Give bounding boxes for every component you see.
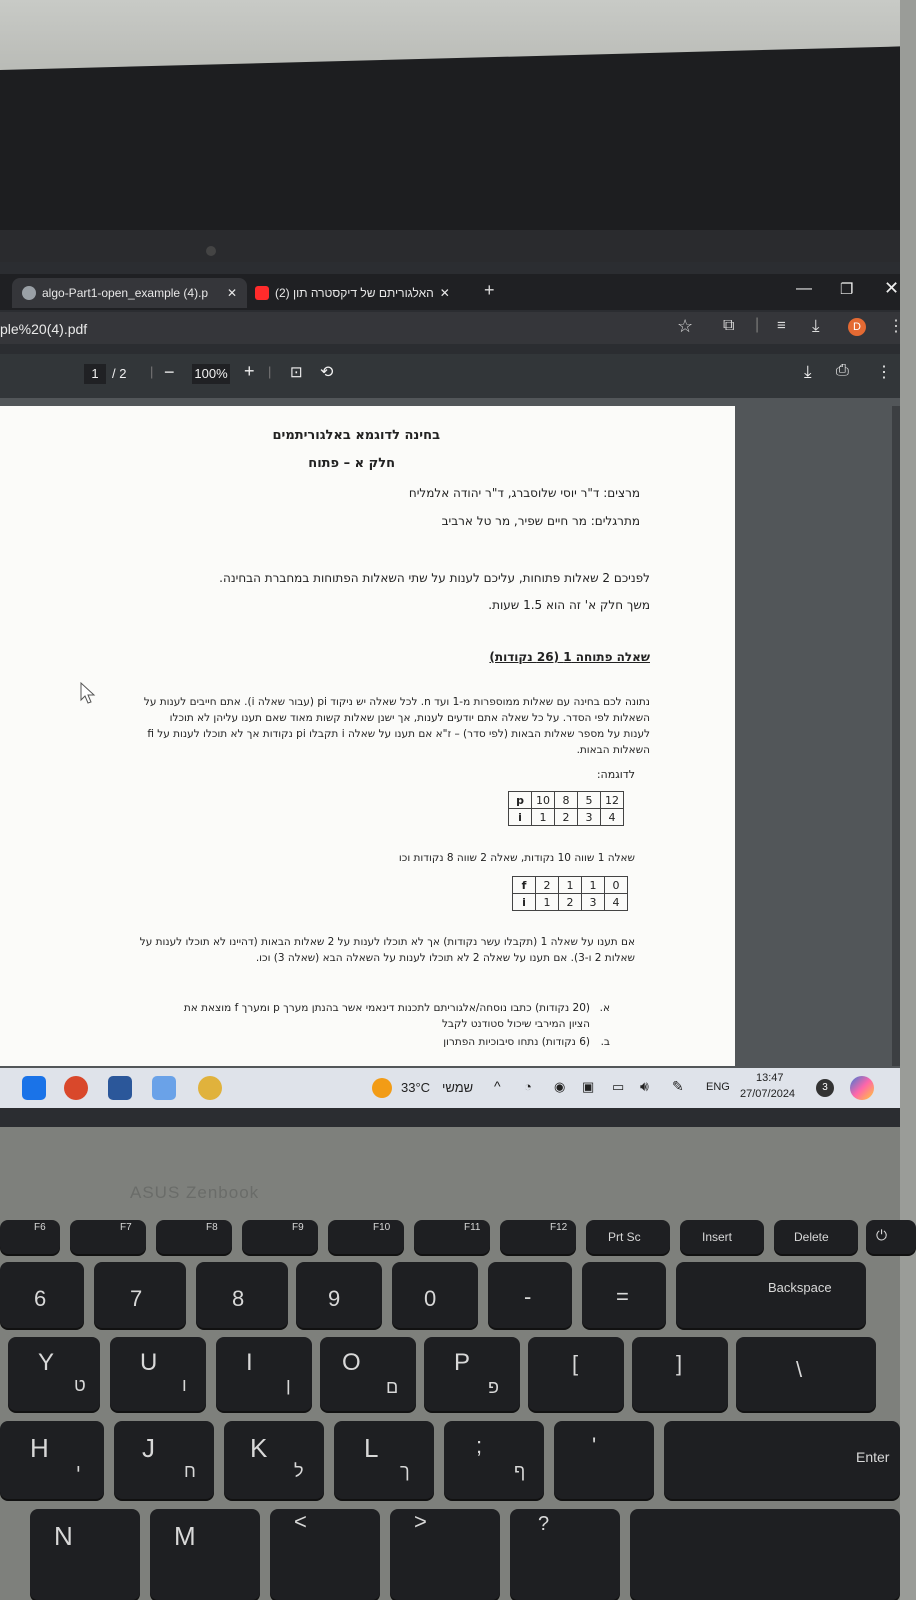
zoom-out-icon[interactable]: − bbox=[164, 362, 175, 382]
close-icon[interactable]: ✕ bbox=[226, 286, 237, 300]
divider: | bbox=[755, 316, 760, 333]
table-cell: 3 bbox=[578, 809, 601, 826]
battery-icon[interactable]: ▭ bbox=[612, 1079, 625, 1094]
tray-chevron-icon[interactable]: ^ bbox=[494, 1078, 501, 1094]
fit-page-icon[interactable]: ⊡ bbox=[290, 364, 303, 381]
table-p bbox=[508, 791, 624, 826]
item-a-line-2: הציון המירבי שיכול סטודנט לקבל bbox=[441, 1018, 590, 1030]
q1-paragraph-2: השאלות לפי הסדר. על כל שאלה אתם יודעים לענות, אך ישנן שאלות קשות מאוד שאם תענו עליהן לא תוכלו bbox=[169, 712, 650, 724]
key-f6[interactable]: F6 bbox=[0, 1220, 60, 1254]
taskbar bbox=[0, 1068, 900, 1108]
word-icon[interactable] bbox=[108, 1076, 132, 1100]
item-b-marker: ב. bbox=[600, 1036, 610, 1048]
playlist-icon[interactable]: ≡ bbox=[777, 317, 786, 334]
table-cell: 2 bbox=[536, 877, 559, 894]
table-cell: 1 bbox=[559, 877, 582, 894]
divider: | bbox=[268, 364, 272, 379]
key-minus[interactable]: - bbox=[488, 1262, 572, 1328]
notification-badge[interactable]: 3 bbox=[816, 1079, 834, 1097]
key-o[interactable]: O ם bbox=[320, 1337, 416, 1411]
brand-label: ASUS Zenbook bbox=[130, 1183, 260, 1202]
key-y[interactable]: Y ט bbox=[8, 1337, 100, 1411]
table-f bbox=[512, 876, 628, 911]
star-icon[interactable]: ☆ bbox=[677, 316, 694, 336]
page-total: / 2 bbox=[112, 366, 127, 381]
url-field[interactable]: ple%20(4).pdf bbox=[0, 321, 88, 337]
key-h[interactable]: H י bbox=[0, 1421, 104, 1499]
weather-label: שמשי bbox=[442, 1080, 474, 1095]
if-text-1: אם תענו על שאלה 1 (תקבלו עשר נקודות) אך לא תוכלו לענות על 2 שאלות הבאות (דהיינו לא תוכלו לענות על bbox=[139, 936, 635, 948]
table-f-label: f bbox=[513, 877, 536, 894]
table-cell: 0 bbox=[605, 877, 628, 894]
if-text-2: שאלות 2 ו-3). אם תענו על שאלה 2 לא תוכלו לענות על השאלה הבא (שאלה 3) וכו. bbox=[255, 952, 635, 964]
key-semicolon[interactable]: ; ף bbox=[444, 1421, 544, 1499]
copilot-icon[interactable] bbox=[850, 1076, 874, 1100]
key-power[interactable] bbox=[866, 1220, 916, 1254]
weather-temp: 33°C bbox=[401, 1080, 431, 1095]
mouse-cursor-icon bbox=[80, 682, 96, 704]
key-i[interactable]: I ן bbox=[216, 1337, 312, 1411]
key-9[interactable]: 9 bbox=[296, 1262, 382, 1328]
key-7[interactable]: 7 bbox=[94, 1262, 186, 1328]
key-prtsc[interactable]: Prt Sc bbox=[586, 1220, 670, 1254]
table-cell: 1 bbox=[532, 809, 555, 826]
pdf-toolbar bbox=[0, 354, 900, 398]
table-cell: 4 bbox=[605, 894, 628, 911]
scrollbar[interactable] bbox=[892, 406, 900, 1066]
restore-icon[interactable]: ❐ bbox=[840, 281, 854, 298]
tab-bar bbox=[0, 274, 900, 310]
key-slash[interactable]: ? bbox=[510, 1509, 620, 1600]
key-f12[interactable]: F12 bbox=[500, 1220, 576, 1254]
doc-subtitle: חלק א – פתוח bbox=[308, 456, 395, 471]
q1-paragraph-4: השאלות הבאות. bbox=[576, 744, 650, 756]
tab-youtube-label: (2) האלגוריתם של דיקסטרה תון bbox=[275, 286, 434, 300]
key-equals[interactable]: = bbox=[582, 1262, 666, 1328]
rotate-icon[interactable]: ⟲ bbox=[320, 364, 334, 381]
power-icon: ⏻ bbox=[876, 1227, 888, 1243]
chrome-icon[interactable] bbox=[198, 1076, 222, 1100]
divider: | bbox=[150, 364, 154, 379]
doc-tutors: מתרגלים: מר חיים שפיר, מר טל ארביב bbox=[441, 514, 640, 528]
volume-icon[interactable]: 🔊︎ bbox=[640, 1078, 649, 1094]
table-i-label: i bbox=[513, 894, 536, 911]
table-cell: 5 bbox=[578, 792, 601, 809]
key-enter[interactable]: Enter bbox=[664, 1421, 900, 1499]
doc-duration: משך חלק א' זה הוא 1.5 שעות. bbox=[488, 598, 650, 612]
paint-icon[interactable] bbox=[152, 1076, 176, 1100]
clock-date[interactable]: 27/07/2024 bbox=[740, 1088, 796, 1100]
key-f7[interactable]: F7 bbox=[70, 1220, 146, 1254]
table-cell: 10 bbox=[532, 792, 555, 809]
key-f9[interactable]: F9 bbox=[242, 1220, 318, 1254]
mail-icon[interactable] bbox=[22, 1076, 46, 1100]
profile-avatar[interactable]: D bbox=[848, 318, 866, 336]
minimize-icon[interactable]: — bbox=[796, 280, 812, 297]
table-cell: 2 bbox=[559, 894, 582, 911]
doc-title: בחינה לדוגמא באלגוריתמים bbox=[272, 428, 440, 443]
key-j[interactable]: J ח bbox=[114, 1421, 214, 1499]
laptop-keyboard bbox=[0, 1127, 900, 1600]
table-cell: 4 bbox=[601, 809, 624, 826]
key-bracket-left[interactable]: [ bbox=[528, 1337, 624, 1411]
language-indicator[interactable]: ENG bbox=[706, 1081, 730, 1093]
tab-pdf-label: algo-Part1-open_example (4).p bbox=[42, 286, 209, 300]
doc-intro: לפניכם 2 שאלות פתוחות, עליכם לענות על שתי השאלות הפתוחות במחברת הבחינה. bbox=[219, 571, 650, 585]
laptop-screen bbox=[0, 262, 904, 1127]
download-icon[interactable]: ⤓ bbox=[812, 316, 820, 335]
key-0[interactable]: 0 bbox=[392, 1262, 478, 1328]
tray-icon[interactable]: ◔ bbox=[524, 1079, 532, 1094]
print-icon[interactable]: ⎙ bbox=[836, 362, 849, 379]
close-window-icon[interactable]: ✕ bbox=[884, 278, 900, 298]
table-cell: 8 bbox=[555, 792, 578, 809]
close-icon[interactable]: ✕ bbox=[439, 286, 450, 300]
table-cell: 1 bbox=[582, 877, 605, 894]
table-i-label: i bbox=[509, 809, 532, 826]
youtube-icon bbox=[255, 286, 269, 300]
key-k[interactable]: K ל bbox=[224, 1421, 324, 1499]
tab-pdf[interactable] bbox=[12, 278, 247, 308]
key-f11[interactable]: F11 bbox=[414, 1220, 490, 1254]
webcam bbox=[206, 246, 216, 256]
key-m[interactable]: M bbox=[150, 1509, 260, 1600]
pen-icon[interactable]: ✎ bbox=[672, 1078, 684, 1094]
extension-icon[interactable]: ⧉ bbox=[723, 317, 735, 334]
key-quote[interactable]: ' bbox=[554, 1421, 654, 1499]
table-p-label: p bbox=[509, 792, 532, 809]
example-label: לדוגמה: bbox=[596, 768, 635, 781]
key-6[interactable]: 6 bbox=[0, 1262, 84, 1328]
item-a-line-1: (20 נקודות) כתבו נוסחה/אלגוריתם לתכנות דינאמי אשר בהנתן מערך p ומערך f מוצאת את bbox=[183, 1002, 590, 1014]
item-a-marker: א. bbox=[599, 1002, 610, 1014]
pdf-page bbox=[0, 406, 735, 1066]
menu-icon[interactable]: ⋮ bbox=[888, 318, 904, 335]
table-cell: 12 bbox=[601, 792, 624, 809]
page-input[interactable]: 1 bbox=[84, 364, 106, 384]
q1-paragraph-3: לענות על מספר שאלות הבאות (לפי סדר) – ז"א אם תענו על שאלה i תקבלו pi נקודות אך לא תוכלו לענות על fi bbox=[147, 728, 650, 740]
key-bracket-right[interactable]: ] bbox=[632, 1337, 728, 1411]
key-8[interactable]: 8 bbox=[196, 1262, 288, 1328]
pdf-viewport bbox=[0, 398, 900, 1068]
tray-icon[interactable]: ▣ bbox=[582, 1079, 595, 1094]
key-shift-right[interactable] bbox=[630, 1509, 900, 1600]
table-cell: 1 bbox=[536, 894, 559, 911]
example-text: שאלה 1 שווה 10 נקודות, שאלה 2 שווה 8 נקודות וכו bbox=[398, 852, 635, 864]
key-p[interactable]: P פ bbox=[424, 1337, 520, 1411]
download-pdf-icon[interactable]: ⤓ bbox=[804, 362, 812, 381]
key-backslash[interactable]: \ bbox=[736, 1337, 876, 1411]
tab-youtube[interactable] bbox=[245, 278, 490, 308]
more-icon[interactable]: ⋮ bbox=[876, 364, 892, 381]
q1-heading: שאלה פתוחה 1 (26 נקודות) bbox=[489, 650, 650, 664]
table-cell: 2 bbox=[555, 809, 578, 826]
address-bar bbox=[0, 312, 904, 344]
laptop-lid bbox=[0, 46, 900, 260]
table-cell: 3 bbox=[582, 894, 605, 911]
tray-icon[interactable]: ◉ bbox=[554, 1079, 566, 1094]
key-delete[interactable]: Delete bbox=[774, 1220, 858, 1254]
key-insert[interactable]: Insert bbox=[680, 1220, 764, 1254]
item-b-line: (6 נקודות) נתחו סיבוכיות הפתרון bbox=[443, 1036, 590, 1048]
powerpoint-icon[interactable] bbox=[64, 1076, 88, 1100]
key-l[interactable]: L ך bbox=[334, 1421, 434, 1499]
key-f8[interactable]: F8 bbox=[156, 1220, 232, 1254]
zoom-field[interactable]: 100% bbox=[192, 364, 230, 384]
zoom-in-icon[interactable]: + bbox=[244, 361, 255, 381]
q1-paragraph-1: נתונה לכם בחינה עם שאלות ממוספרות מ-1 ועד n. לכל שאלה יש ניקוד pi (עבור שאלה i). אתם חייבים לענות על bbox=[143, 696, 650, 708]
key-f10[interactable]: F10 bbox=[328, 1220, 404, 1254]
key-n[interactable]: N bbox=[30, 1509, 140, 1600]
doc-lecturers: מרצים: ד"ר יוסי שלוסברג, ד"ר יהודה אלמליח bbox=[408, 486, 640, 500]
key-backspace[interactable]: Backspace bbox=[676, 1262, 866, 1328]
weather-icon bbox=[372, 1078, 392, 1098]
key-comma[interactable]: < bbox=[270, 1509, 380, 1600]
globe-icon bbox=[22, 286, 36, 300]
key-u[interactable]: U ו bbox=[110, 1337, 206, 1411]
key-period[interactable]: > bbox=[390, 1509, 500, 1600]
new-tab-button[interactable]: + bbox=[484, 280, 495, 300]
clock-time[interactable]: 13:47 bbox=[756, 1072, 784, 1084]
